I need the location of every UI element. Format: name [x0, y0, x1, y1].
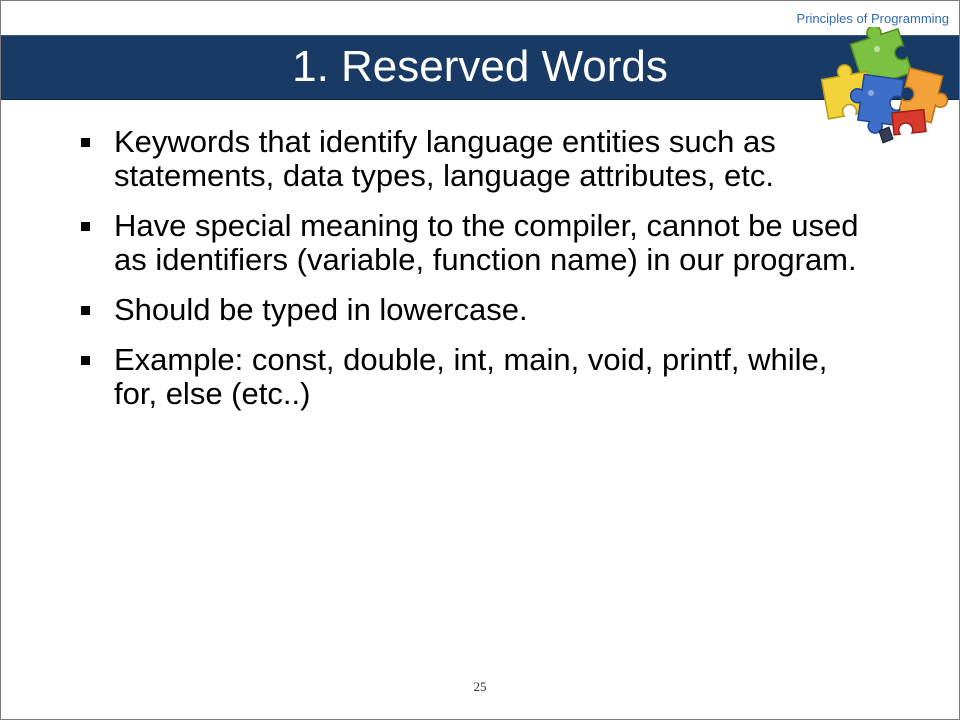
bullet-item	[77, 293, 877, 327]
square-bullet-icon	[81, 306, 90, 315]
bullet-text: Have special meaning to the compiler, cannot be used as identifiers (variable, function name) in our program.	[114, 208, 859, 277]
slide-title: 1. Reserved Words	[292, 42, 668, 91]
square-bullet-icon	[81, 356, 90, 365]
bullet-text: Keywords that identify language entities such as statements, data types, language attributes, etc.	[114, 124, 776, 193]
page-number: 25	[473, 679, 487, 694]
course-label: Principles of Programming	[796, 11, 949, 26]
bullet-text: Example: const, double, int, main, void, printf, while, for, else (etc..)	[114, 342, 828, 411]
bullet-list	[77, 125, 877, 427]
bullet-item	[77, 209, 877, 277]
square-bullet-icon	[81, 138, 90, 147]
square-bullet-icon	[81, 222, 90, 231]
bullet-item	[77, 343, 877, 411]
bullet-item	[77, 125, 877, 193]
bullet-text: Should be typed in lowercase.	[114, 292, 528, 327]
